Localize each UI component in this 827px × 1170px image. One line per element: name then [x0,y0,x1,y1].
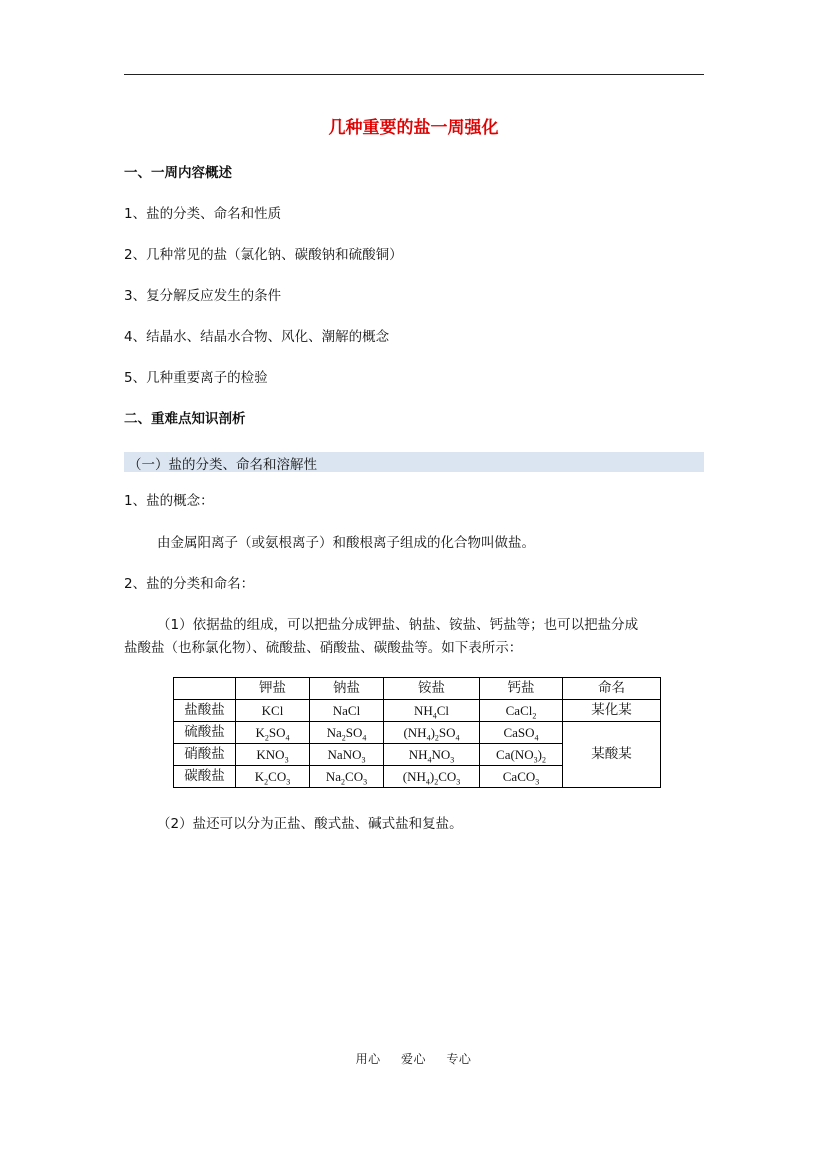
formula-subscript: 2 [341,733,346,743]
header-rule [124,74,704,75]
formula-text: NH [408,747,428,762]
formula-subscript: 2 [434,777,439,787]
formula-text: SO [438,725,456,740]
formula-text: (NH [403,725,427,740]
formula-text: CaCO [502,769,536,784]
formula-text: CaCl [505,703,533,718]
formula-subscript: 4 [455,733,460,743]
table-header-cell: 钙盐 [480,678,563,700]
formula-cell [310,700,384,722]
formula-text: ) [537,747,542,762]
formula-text: CO [268,769,287,784]
formula-text: KNO [256,747,285,762]
formula-subscript: 3 [456,777,461,787]
formula-text: SO [345,725,363,740]
formula-text: NH [413,703,433,718]
row-label: 硫酸盐 [174,722,236,744]
table-header-row [174,678,661,700]
formula-text: CaSO [503,725,535,740]
concept-title: 1、盐的概念： [124,493,214,509]
paragraph-1-line-2: 盐酸盐（也称氯化物）、硫酸盐、硝酸盐、碳酸盐等。如下表所示： [124,640,523,656]
formula-subscript: 2 [341,777,346,787]
formula-subscript: 2 [434,733,439,743]
formula-text: Na [325,769,342,784]
formula-text: ) [430,725,435,740]
formula-cell [384,766,480,788]
formula-text: K [255,725,265,740]
formula-subscript: 4 [432,711,437,721]
paragraph-1-line-1: （1）依据盐的组成，可以把盐分成钾盐、钠盐、铵盐、钙盐等；也可以把盐分成 [157,617,639,633]
overview-item: 4、结晶水、结晶水合物、风化、潮解的概念 [124,329,390,345]
formula-text: CO [345,769,364,784]
salt-table [173,677,661,788]
page-footer [0,1050,827,1067]
table-header-cell [174,678,236,700]
formula-cell [236,744,310,766]
table-row [174,722,661,744]
formula-cell [310,744,384,766]
row-label: 硝酸盐 [174,744,236,766]
formula-cell [310,722,384,744]
subsection-title: （一）盐的分类、命名和溶解性 [128,457,317,473]
formula-cell [480,744,563,766]
formula-subscript: 4 [427,755,432,765]
formula-text: CO [438,769,457,784]
table-header-cell: 命名 [563,678,661,700]
formula-subscript: 2 [541,755,546,765]
overview-item: 1、盐的分类、命名和性质 [124,206,282,222]
formula-text: Na [326,725,342,740]
formula-subscript: 3 [284,755,289,765]
formula-text: NO [431,747,451,762]
formula-text: Cl [436,703,450,718]
formula-subscript: 3 [533,755,538,765]
section1-heading: 一、一周内容概述 [124,165,232,181]
section2-heading: 二、重难点知识剖析 [124,411,246,427]
overview-item: 2、几种常见的盐（氯化钠、碳酸钠和硫酸铜） [124,247,403,263]
formula-cell [236,700,310,722]
footer-word: 专心 [446,1052,472,1066]
formula-subscript: 4 [285,733,290,743]
subsection-band [124,452,704,472]
formula-subscript: 3 [361,755,366,765]
formula-subscript: 3 [286,777,291,787]
table-row [174,700,661,722]
formula-text: ) [429,769,435,784]
formula-text: NaNO [327,747,362,762]
formula-subscript: 2 [532,711,537,721]
formula-subscript: 4 [425,777,430,787]
formula-text: Ca(NO [496,747,534,762]
formula-cell [480,700,563,722]
naming-cell: 某酸某 [563,722,661,788]
formula-cell [480,722,563,744]
row-label: 碳酸盐 [174,766,236,788]
concept-text: 由金属阳离子（或氨根离子）和酸根离子组成的化合物叫做盐。 [157,535,535,551]
formula-text: (NH [402,769,426,784]
formula-text: K [254,769,265,784]
formula-subscript: 2 [264,777,269,787]
formula-subscript: 3 [450,755,455,765]
formula-cell [384,722,480,744]
paragraph-2: （2）盐还可以分为正盐、酸式盐、碱式盐和复盐。 [157,816,463,832]
formula-text: SO [268,725,286,740]
overview-item: 3、复分解反应发生的条件 [124,288,282,304]
footer-word: 用心 [355,1052,381,1066]
formula-cell [236,722,310,744]
table-header-cell: 铵盐 [384,678,480,700]
classify-title: 2、盐的分类和命名： [124,576,255,592]
formula-cell [236,766,310,788]
formula-cell [310,766,384,788]
formula-cell [480,766,563,788]
row-label: 盐酸盐 [174,700,236,722]
table-header-cell: 钠盐 [310,678,384,700]
overview-item: 5、几种重要离子的检验 [124,370,268,386]
formula-subscript: 4 [362,733,367,743]
naming-cell: 某化某 [563,700,661,722]
formula-cell [384,744,480,766]
document-title: 几种重要的盐一周强化 [328,118,499,138]
formula-text: KCl [261,703,284,718]
formula-subscript: 3 [535,777,540,787]
formula-text: NaCl [332,703,361,718]
formula-subscript: 2 [264,733,269,743]
formula-subscript: 4 [534,733,539,743]
table-header-cell: 钾盐 [236,678,310,700]
formula-cell [384,700,480,722]
formula-subscript: 3 [363,777,368,787]
footer-word: 爱心 [400,1052,426,1066]
formula-subscript: 4 [426,733,431,743]
